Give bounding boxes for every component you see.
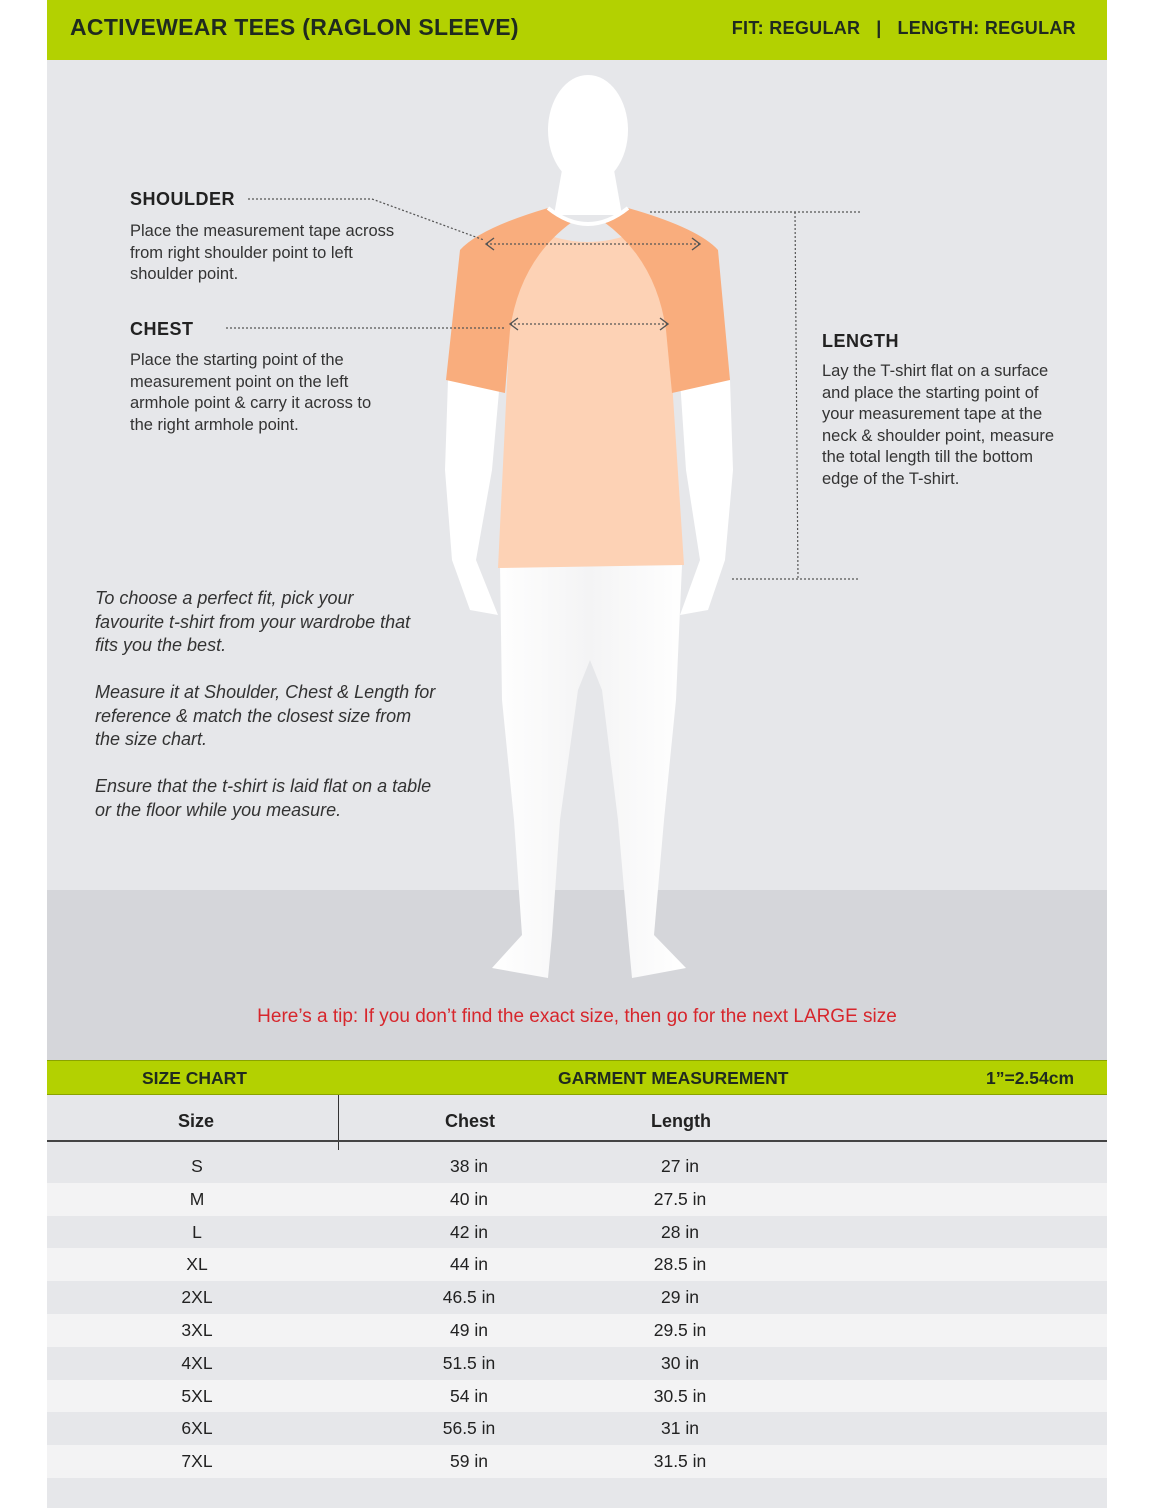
chest-cell: 56.5 in xyxy=(442,1418,496,1439)
length-cell: 29.5 in xyxy=(653,1320,707,1340)
chest-cell: 44 in xyxy=(450,1254,488,1275)
size-cell: 5XL xyxy=(181,1385,213,1406)
shoulder-description: Place the measurement tape across from right shoulder point to left shoulder point. xyxy=(130,222,395,283)
length-cell: 31 in xyxy=(661,1418,699,1439)
chest-cell: 42 in xyxy=(450,1221,488,1242)
chest-description: Place the starting point of the measurement point on the left armhole point & carry it across to the right armhole point. xyxy=(130,351,372,434)
chest-cell: 49 in xyxy=(450,1320,488,1340)
table-row xyxy=(47,1281,1107,1314)
chest-cell: 46.5 in xyxy=(442,1287,496,1308)
length-cell: 28.5 in xyxy=(653,1254,707,1275)
figure-head xyxy=(548,75,628,185)
table-row xyxy=(47,1248,1107,1281)
size-cell: 4XL xyxy=(181,1352,213,1373)
length-heading: LENGTH xyxy=(822,331,899,351)
length-vertical-line xyxy=(795,212,798,579)
length-cell: 30 in xyxy=(661,1352,699,1373)
size-cell: 7XL xyxy=(181,1451,213,1472)
size-cell: 3XL xyxy=(181,1320,213,1340)
size-chart-title: SIZE CHART xyxy=(142,1068,247,1088)
size-cell: 6XL xyxy=(181,1418,213,1439)
column-header-size: Size xyxy=(178,1111,215,1131)
figure-legs xyxy=(492,565,686,978)
figure-right-arm xyxy=(680,380,733,615)
advice-paragraph-1: To choose a perfect fit, pick your favourite t-shirt from your wardrobe that fits you the best. xyxy=(95,588,411,655)
shoulder-heading: SHOULDER xyxy=(130,189,236,209)
page-title: ACTIVEWEAR TEES (RAGLON SLEEVE) xyxy=(70,14,519,40)
length-description: Lay the T-shirt flat on a surface and place the starting point of your measurement tape at the neck & shoulder point, measure the total length till the bottom edge of the T-shirt. xyxy=(822,362,1055,488)
table-row xyxy=(47,1347,1107,1380)
table-row xyxy=(47,1183,1107,1216)
size-cell: 2XL xyxy=(181,1287,213,1308)
table-row-end xyxy=(47,1478,1107,1508)
table-header-divider xyxy=(47,1140,1107,1142)
figure-left-arm xyxy=(445,380,500,615)
column-header-chest: Chest xyxy=(445,1111,496,1131)
column-header-length: Length xyxy=(651,1111,711,1131)
chest-cell: 54 in xyxy=(450,1385,488,1406)
chest-cell: 51.5 in xyxy=(442,1352,496,1373)
table-row xyxy=(47,1445,1107,1478)
table-row xyxy=(47,1314,1107,1347)
length-cell: 27 in xyxy=(661,1156,699,1176)
size-cell: XL xyxy=(186,1254,208,1275)
unit-conversion: 1”=2.54cm xyxy=(986,1068,1075,1088)
garment-measurement-title: GARMENT MEASUREMENT xyxy=(558,1068,789,1088)
chest-cell: 40 in xyxy=(450,1188,488,1209)
size-chart-header xyxy=(47,1060,1107,1095)
size-cell: S xyxy=(191,1156,203,1176)
size-cell: L xyxy=(192,1221,202,1242)
size-tip: Here’s a tip: If you don’t find the exact size, then go for the next LARGE size xyxy=(257,1006,897,1027)
chest-heading: CHEST xyxy=(130,319,194,339)
size-cell: M xyxy=(189,1188,205,1209)
length-cell: 27.5 in xyxy=(653,1188,707,1209)
length-cell: 31.5 in xyxy=(653,1451,707,1472)
figure-neck xyxy=(554,170,622,215)
table-row xyxy=(47,1380,1107,1413)
table-row xyxy=(47,1412,1107,1445)
table-row xyxy=(47,1216,1107,1249)
advice-paragraph-3: Ensure that the t-shirt is laid flat on a table or the floor while you measure. xyxy=(95,776,432,820)
length-cell: 28 in xyxy=(661,1221,699,1242)
advice-paragraph-2: Measure it at Shoulder, Chest & Length for reference & match the closest size from the size chart. xyxy=(95,682,436,749)
table-row xyxy=(47,1150,1107,1183)
chest-cell: 59 in xyxy=(450,1451,488,1472)
fit-length-info: FIT: REGULAR | LENGTH: REGULAR xyxy=(731,18,1076,38)
length-cell: 30.5 in xyxy=(653,1385,707,1406)
chest-cell: 38 in xyxy=(450,1156,488,1176)
length-cell: 29 in xyxy=(661,1287,699,1308)
